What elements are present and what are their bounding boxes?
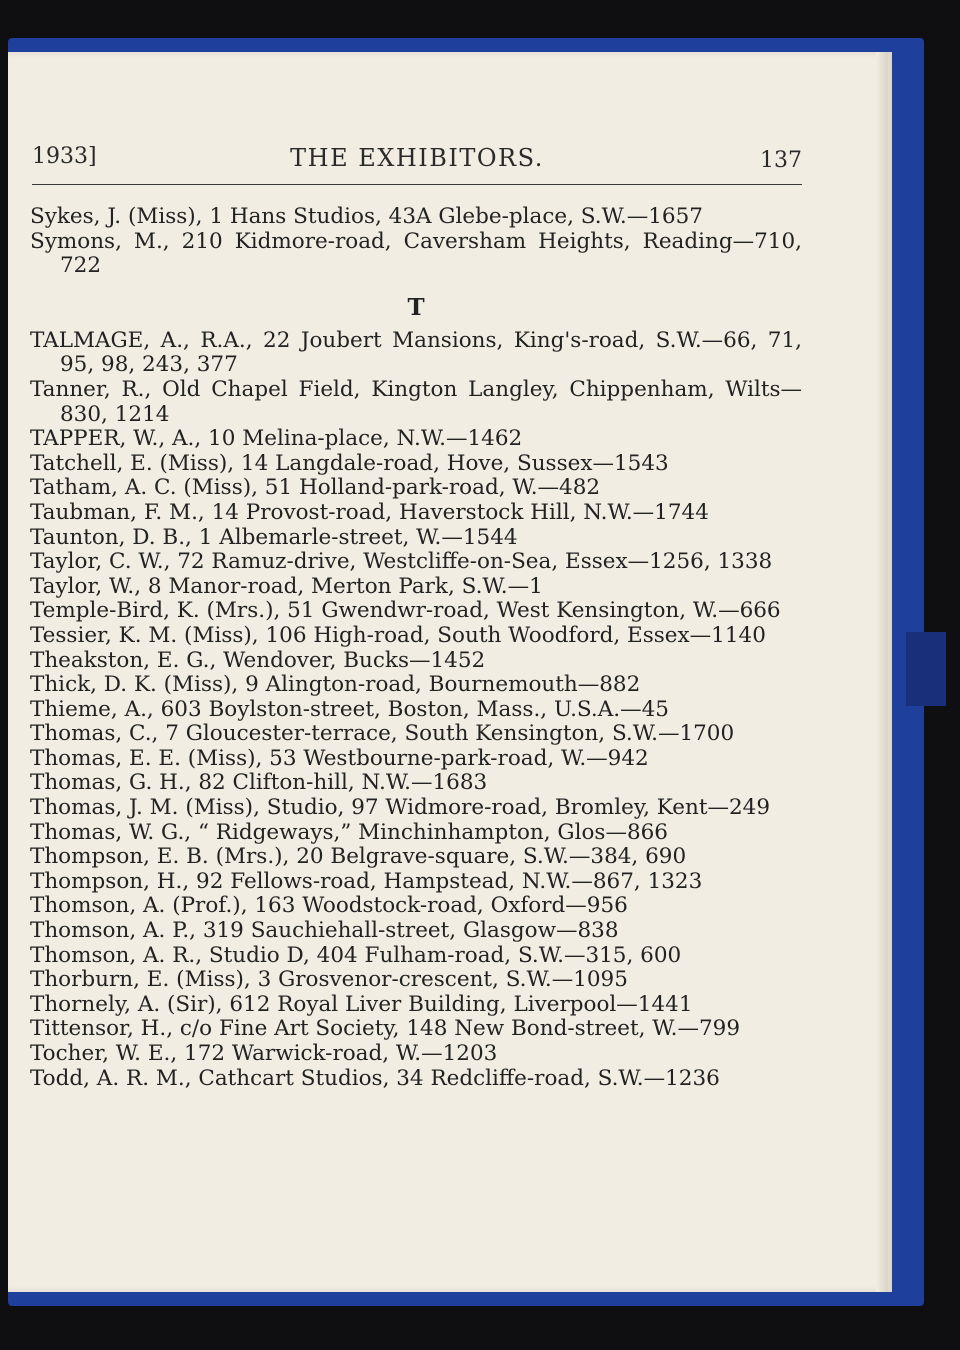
exhibitor-entry: Thomson, A. (Prof.), 163 Woodstock-road, Oxford—956: [30, 893, 628, 919]
entries-s: [30, 205, 802, 279]
exhibitor-entry: Thick, D. K. (Miss), 9 Alington-road, Bournemouth—882: [30, 672, 641, 698]
header-title: THE EXHIBITORS.: [290, 144, 544, 172]
section-letter: T: [407, 293, 425, 321]
exhibitor-entry: Theakston, E. G., Wendover, Bucks—1452: [30, 647, 486, 673]
exhibitor-entry: Thomson, A. R., Studio D, 404 Fulham-road, S.W.—315, 600: [30, 942, 682, 968]
exhibitor-entry: Sykes, J. (Miss), 1 Hans Studios, 43A Glebe-place, S.W.—1657: [30, 204, 703, 229]
exhibitor-entry: Thomas, G. H., 82 Clifton-hill, N.W.—1683: [30, 770, 488, 796]
exhibitor-entry: Tittensor, H., c/o Fine Art Society, 148 New Bond-street, W.—799: [30, 1016, 741, 1042]
exhibitor-entry: Thomas, J. M. (Miss), Studio, 97 Widmore-road, Bromley, Kent—249: [30, 795, 771, 821]
exhibitor-entry: Todd, A. R. M., Cathcart Studios, 34 Redcliffe-road, S.W.—1236: [30, 1065, 720, 1091]
cover-tab: [906, 632, 946, 706]
page-number: 137: [760, 148, 802, 173]
exhibitor-entry: TAPPER, W., A., 10 Melina-place, N.W.—1462: [30, 426, 523, 452]
exhibitor-entry: Taunton, D. B., 1 Albemarle-street, W.—1544: [30, 524, 518, 550]
exhibitor-entry: TALMAGE, A., R.A., 22 Joubert Mansions, King's-road, S.W.—66, 71, 95, 98, 243, 377: [30, 327, 802, 378]
exhibitor-entry: Taubman, F. M., 14 Provost-road, Haverstock Hill, N.W.—1744: [30, 499, 709, 525]
exhibitor-entry: Tanner, R., Old Chapel Field, Kington Langley, Chippenham, Wilts—830, 1214: [30, 376, 802, 427]
running-header: [32, 142, 802, 185]
exhibitor-entry: Temple-Bird, K. (Mrs.), 51 Gwendwr-road, West Kensington, W.—666: [30, 598, 781, 624]
exhibitor-entry: Thompson, H., 92 Fellows-road, Hampstead, N.W.—867, 1323: [30, 868, 703, 894]
exhibitor-entry: Thompson, E. B. (Mrs.), 20 Belgrave-square, S.W.—384, 690: [30, 844, 687, 870]
exhibitor-entry: Symons, M., 210 Kidmore-road, Caversham Heights, Reading—710, 722: [30, 228, 802, 279]
exhibitor-entry: Tatham, A. C. (Miss), 51 Holland-park-road, W.—482: [30, 475, 601, 501]
exhibitor-list: [30, 205, 802, 1091]
exhibitor-entry: Thornely, A. (Sir), 612 Royal Liver Building, Liverpool—1441: [30, 991, 693, 1017]
exhibitor-entry: Thieme, A., 603 Boylston-street, Boston, Mass., U.S.A.—45: [30, 696, 669, 722]
exhibitor-entry: Tocher, W. E., 172 Warwick-road, W.—1203: [30, 1041, 498, 1066]
exhibitor-entry: Thomson, A. P., 319 Sauchiehall-street, Glasgow—838: [30, 918, 619, 944]
header-year: 1933]: [32, 144, 97, 169]
page-edge: [876, 52, 888, 1292]
entries-t: [30, 329, 802, 1091]
exhibitor-entry: Taylor, C. W., 72 Ramuz-drive, Westcliffe-on-Sea, Essex—1256, 1338: [30, 549, 773, 575]
exhibitor-entry: Thomas, E. E. (Miss), 53 Westbourne-park-road, W.—942: [30, 745, 649, 771]
exhibitor-entry: Thomas, C., 7 Gloucester-terrace, South Kensington, S.W.—1700: [30, 721, 735, 747]
exhibitor-entry: Tatchell, E. (Miss), 14 Langdale-road, Hove, Sussex—1543: [30, 450, 669, 476]
exhibitor-entry: Tessier, K. M. (Miss), 106 High-road, South Woodford, Essex—1140: [30, 622, 766, 648]
exhibitor-entry: Thorburn, E. (Miss), 3 Grosvenor-crescent, S.W.—1095: [30, 967, 628, 993]
exhibitor-entry: Thomas, W. G., “ Ridgeways,” Minchinhampton, Glos—866: [30, 819, 668, 845]
exhibitor-entry: Taylor, W., 8 Manor-road, Merton Park, S.W.—1: [30, 573, 543, 599]
